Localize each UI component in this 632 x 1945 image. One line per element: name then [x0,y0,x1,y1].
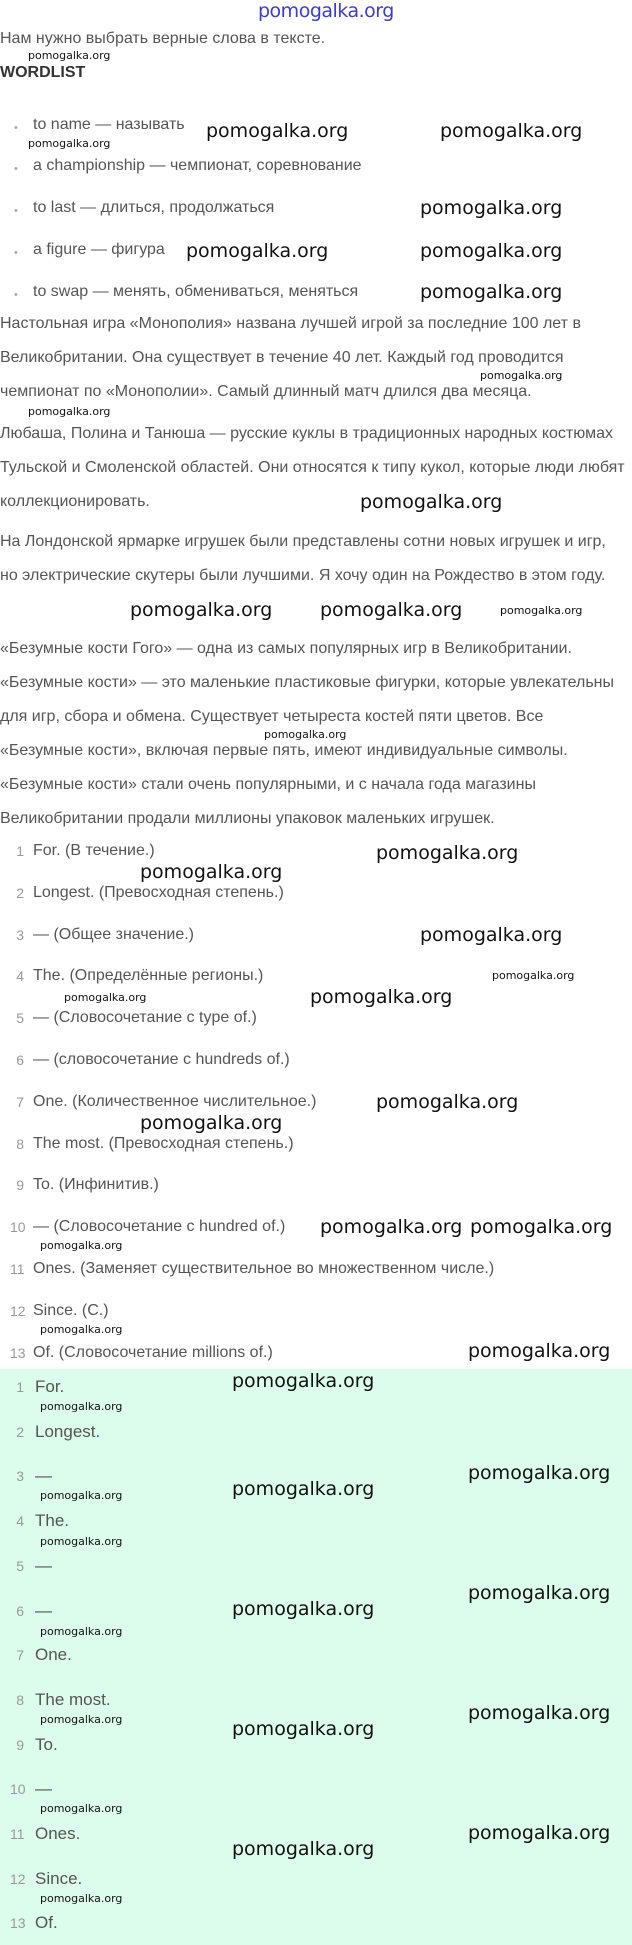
watermark: pomogalka.org [264,728,347,741]
watermark: pomogalka.org [40,1713,123,1726]
item-number: 5 [16,1557,24,1574]
item-number: 8 [16,1135,24,1152]
watermark: pomogalka.org [40,1400,123,1413]
watermark: pomogalka.org [28,137,111,150]
item-number: 3 [16,926,24,943]
item-number: 4 [16,968,24,985]
item-number: 12 [10,1870,26,1887]
item-number: 9 [16,1736,24,1753]
watermark: pomogalka.org [140,1112,283,1134]
item-number: 2 [16,884,24,901]
wordlist-heading: WORDLIST [0,64,86,81]
explanation-item: Longest. (Превосходная степень.) [33,883,284,901]
watermark: pomogalka.org [130,599,273,621]
answer-item: Longest. [35,1421,101,1441]
explanation-item: The. (Определённые регионы.) [33,967,264,985]
watermark: pomogalka.org [360,491,503,513]
watermark: pomogalka.org [40,1802,123,1815]
answer-item: — [35,1779,52,1799]
item-number: 7 [16,1093,24,1110]
watermark: pomogalka.org [232,1598,375,1620]
item-number: 3 [16,1468,24,1485]
explanation-item: The most. (Превосходная степень.) [33,1134,294,1152]
explanation-item: One. (Количественное числительное.) [33,1092,317,1110]
paragraph: На Лондонской ярмарке игрушек были представлены сотни новых игрушек и игр, но электрические скутеры были лучшими. Я хочу один на Рождество в этом году. [0,533,606,584]
paragraph: «Безумные кости Гого» — одна из самых популярных игр в Великобритании. «Безумные кости» — это маленькие пластиковые фигурки, которые увлекательны для игр, сбора и обмена. Существует четыреста костей пяти цветов. Все «Безумные кости», включая первые пять, имеют индивидуальные символы. «Безумные кости» стали очень популярными, и с начала года магазины Великобритании продали миллионы упаковок маленьких игрушек. [0,640,614,827]
watermark: pomogalka.org [320,599,463,621]
item-number: 7 [16,1647,24,1664]
explanation-item: — (словосочетание с hundreds of.) [33,1051,290,1068]
watermark: pomogalka.org [468,1702,611,1724]
explanation-item: — (Словосочетание с hundred of.) [33,1218,286,1236]
watermark: pomogalka.org [470,1216,613,1238]
site-watermark-header: pomogalka.org [258,0,394,22]
wordlist-item [14,199,274,217]
watermark: pomogalka.org [206,120,349,142]
item-number: 9 [16,1177,24,1194]
intro-text: Нам нужно выбрать верные слова в тексте. [0,30,326,47]
watermark: pomogalka.org [420,197,563,219]
answer-item: — [35,1555,52,1575]
wordlist-item [14,283,358,301]
answer-item: — [35,1600,52,1620]
item-number: 12 [10,1302,26,1319]
watermark: pomogalka.org [64,991,147,1004]
explanation-item: Since. (С.) [33,1301,109,1319]
watermark: pomogalka.org [420,281,563,303]
watermark: pomogalka.org [376,842,519,864]
item-number: 8 [16,1691,24,1708]
answer-item: For. [35,1377,65,1396]
wordlist-item-text: to name — называть [33,116,185,133]
answer-item: The. [35,1511,70,1531]
item-number: 6 [16,1602,24,1619]
explanation-item: — (Словосочетание с type of.) [33,1009,257,1027]
wordlist-item-text: to swap — менять, обмениваться, меняться [33,283,359,300]
wordlist-item-text: to last — длиться, продолжаться [33,199,275,216]
answer-item: Of. [35,1913,58,1933]
item-number: 10 [10,1219,26,1236]
explanation-item: — (Общее значение.) [33,925,195,943]
item-number: 1 [16,843,24,859]
answers-panel [0,1369,632,1945]
paragraph: Настольная игра «Монополия» названа лучшей игрой за последние 100 лет в Великобритании. Она существует в течение 40 лет. Каждый год проводится чемпионат по «Монополии». Самый длинный матч длился два месяца. [0,315,581,400]
watermark: pomogalka.org [320,1216,463,1238]
watermark: pomogalka.org [40,1625,123,1638]
watermark: pomogalka.org [480,369,563,382]
item-number: 4 [16,1513,24,1530]
watermark: pomogalka.org [420,924,563,946]
watermark: pomogalka.org [310,986,453,1008]
watermark: pomogalka.org [468,1340,611,1362]
wordlist-item [14,157,362,175]
watermark: pomogalka.org [40,1239,123,1252]
watermark: pomogalka.org [468,1462,611,1484]
watermark: pomogalka.org [468,1582,611,1604]
watermark: pomogalka.org [500,604,583,617]
watermark: pomogalka.org [186,240,329,262]
answer-item: Ones. [35,1824,81,1843]
item-number: 1 [16,1379,24,1395]
watermark: pomogalka.org [28,405,111,418]
watermark: pomogalka.org [492,969,575,982]
watermark: pomogalka.org [40,1535,123,1548]
paragraph: Любаша, Полина и Танюша — русские куклы в традиционных народных костюмах Тульской и Смоленской областей. Они относятся к типу кукол, которые люди любят коллекционировать. [0,425,625,510]
answer-item: — [35,1466,52,1486]
watermark: pomogalka.org [40,1489,123,1502]
watermark: pomogalka.org [440,120,583,142]
wordlist-item-text: a figure — фигура [33,241,165,258]
item-number: 11 [10,1826,25,1842]
item-number: 13 [10,1915,26,1932]
watermark: pomogalka.org [40,1323,123,1336]
wordlist-item [14,241,165,259]
item-number: 10 [10,1781,26,1798]
watermark: pomogalka.org [232,1838,375,1860]
item-number: 11 [10,1261,25,1277]
explanation-item: For. (В течение.) [33,842,155,859]
item-number: 6 [16,1052,24,1068]
watermark: pomogalka.org [28,49,111,62]
item-number: 2 [16,1423,24,1440]
watermark: pomogalka.org [40,1892,123,1905]
explanation-item: Of. (Словосочетание millions of.) [33,1343,273,1361]
watermark: pomogalka.org [140,861,283,883]
answer-item: One. [35,1645,72,1665]
answer-item: Since. [35,1868,83,1888]
answer-item: To. [35,1734,58,1754]
wordlist-item [14,116,185,134]
answer-item: The most. [35,1689,111,1709]
explanation-item: Ones. (Заменяет существительное во множественном числе.) [33,1260,495,1277]
watermark: pomogalka.org [376,1091,519,1113]
watermark: pomogalka.org [232,1478,375,1500]
explanation-item: To. (Инфинитив.) [33,1176,159,1194]
watermark: pomogalka.org [420,240,563,262]
watermark: pomogalka.org [232,1718,375,1740]
item-number: 13 [10,1344,26,1361]
wordlist-item-text: a championship — чемпионат, соревнование [33,157,362,174]
watermark: pomogalka.org [468,1822,611,1844]
watermark: pomogalka.org [232,1370,375,1392]
item-number: 5 [16,1010,24,1027]
